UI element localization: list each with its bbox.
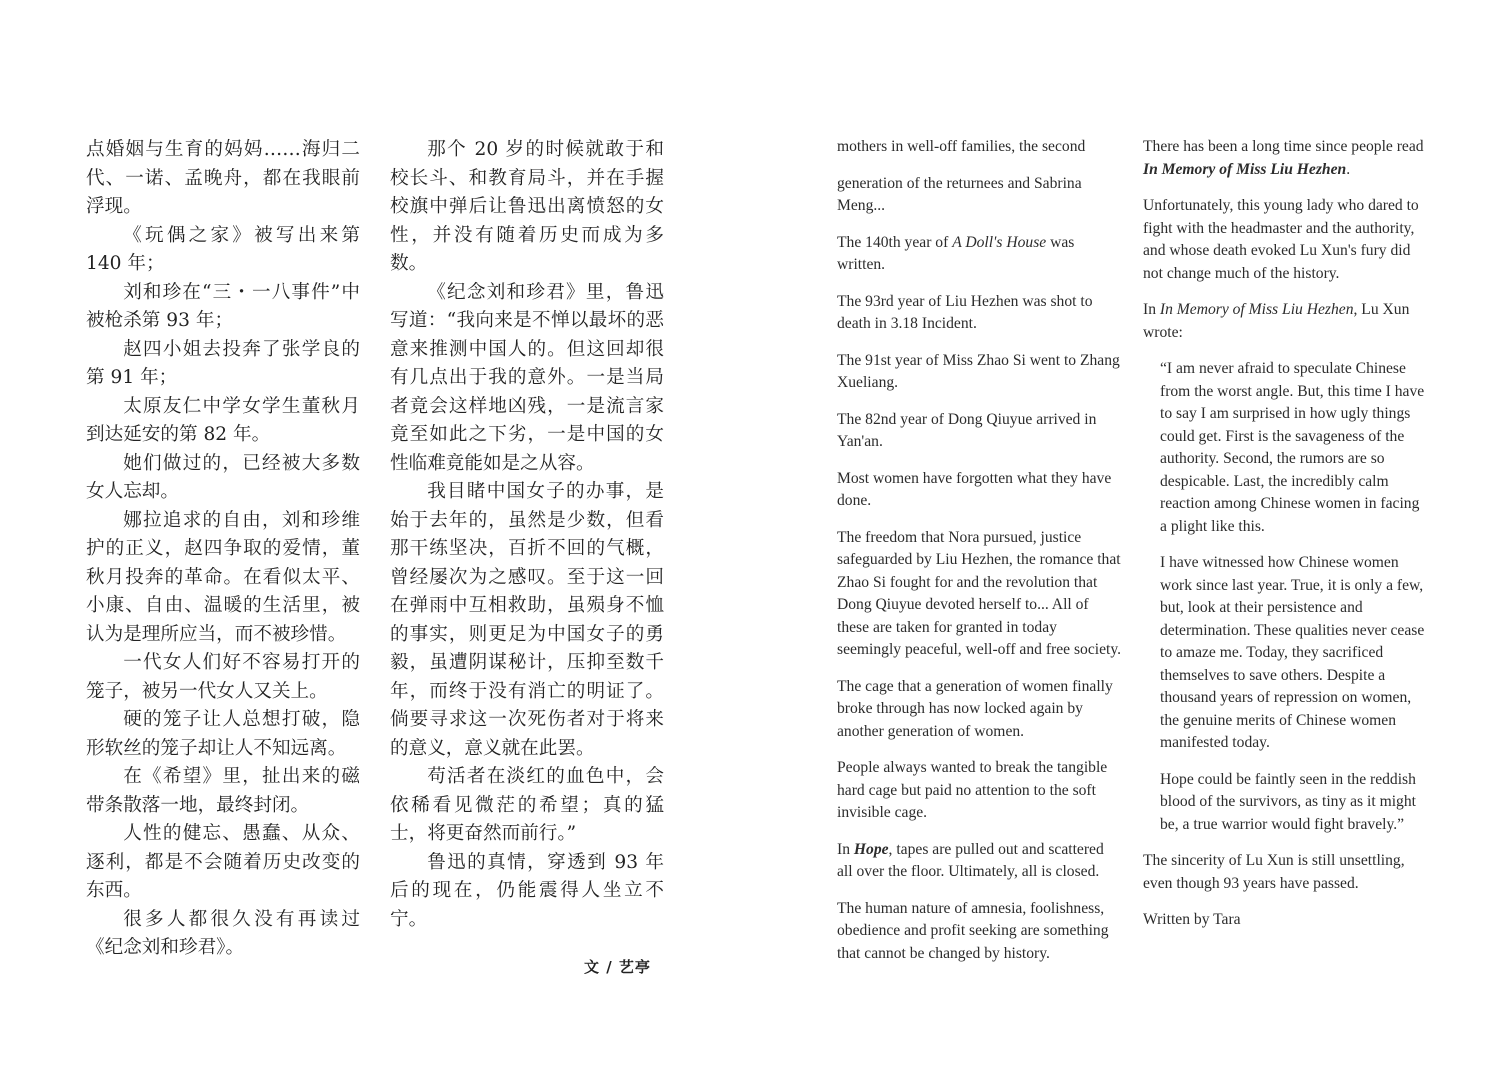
- paragraph: The 82nd year of Dong Qiuyue arrived in Yan'an.: [837, 410, 1097, 450]
- paragraph: Most women have forgotten what they have done.: [837, 469, 1112, 509]
- chinese-column-1: [86, 136, 360, 963]
- paragraph: Unfortunately, this young lady who dared to fight with the headmaster and the authority, and whose death evoked Lu Xun's fury did not change much of the history.: [1143, 197, 1419, 282]
- paragraph: 那个 20 岁的时候就敢于和校长斗、和教育局斗，并在手握校旗中弹后让鲁迅出离愤怒的女性，并没有随着历史而成为多数。: [390, 139, 664, 274]
- paragraph: The 91st year of Miss Zhao Si went to Zhang Xueliang.: [837, 351, 1120, 391]
- paragraph: [837, 839, 1122, 884]
- paragraph: generation of the returnees and Sabrina Meng...: [837, 174, 1082, 214]
- paragraph: 太原友仁中学女学生董秋月到达延安的第 82 年。: [86, 395, 360, 445]
- paragraph: 很多人都很久没有再读过《纪念刘和珍君》。: [86, 908, 360, 958]
- paragraph: 鲁迅的真情，穿透到 93 年后的现在，仍能震得人坐立不宁。: [390, 851, 664, 930]
- english-column-2: [1143, 136, 1428, 946]
- author-signature-en: Written by Tara: [1143, 911, 1241, 928]
- paragraph: 《纪念刘和珍君》里，鲁迅写道：“我向来是不惮以最坏的恶意来推测中国人的。但这回却很有几点出于我的意外。一是当局者竟会这样地凶残，一是流言家竟至如此之下劣，一是中国的女性临难竟能如是之从容。: [390, 281, 664, 474]
- text: , Lu Xun wrote:: [1143, 301, 1410, 341]
- paragraph: 她们做过的，已经被大多数女人忘却。: [86, 452, 360, 502]
- paragraph: The 93rd year of Liu Hezhen was shot to death in 3.18 Incident.: [837, 292, 1093, 332]
- author-signature: 文 / 艺亭: [584, 958, 651, 976]
- chinese-column-2: [390, 136, 664, 934]
- book-title: In Memory of Miss Liu Hezhen: [1143, 160, 1347, 178]
- english-column-1: [837, 136, 1122, 979]
- paragraph: People always wanted to break the tangible hard cage but paid no attention to the soft invisible cage.: [837, 759, 1108, 821]
- text: The 140th year of: [837, 233, 953, 251]
- paragraph: 赵四小姐去投奔了张学良的第 91 年；: [86, 338, 360, 388]
- book-title: In Memory of Miss Liu Hezhen: [1159, 301, 1354, 318]
- paragraph: 硬的笼子让人总想打破，隐形软丝的笼子却让人不知远离。: [86, 709, 360, 759]
- paragraph: 娜拉追求的自由，刘和珍维护的正义，赵四争取的爱情，董秋月投奔的革命。在看似太平、小康、自由、温暖的生活里，被认为是理所应当，而不被珍惜。: [86, 509, 360, 645]
- paragraph: mothers in well-off families, the second: [837, 138, 1086, 155]
- paragraph: The sincerity of Lu Xun is still unsettling, even though 93 years have passed.: [1143, 852, 1405, 892]
- paragraph: The cage that a generation of women finally broke through has now locked again by another generation of women.: [837, 677, 1113, 740]
- paragraph: 我目睹中国女子的办事，是始于去年的，虽然是少数，但看那干练坚决，百折不回的气概，曾经屡次为之感叹。至于这一回在弹雨中互相救助，虽殒身不恤的事实，则更足为中国女子的勇毅，虽遭阴谋秘计，压抑至数千年，而终于没有消亡的明证了。倘要寻求这一次死伤者对于将来的意义，意义就在此罢。: [390, 481, 664, 759]
- text: In: [837, 840, 854, 858]
- paragraph: 在《希望》里，扯出来的磁带条散落一地，最终封闭。: [86, 766, 360, 816]
- paragraph: [1143, 299, 1428, 344]
- paragraph: 刘和珍在“三・一八事件”中被枪杀第 93 年；: [86, 281, 360, 331]
- paragraph: 一代女人们好不容易打开的笼子，被另一代女人又关上。: [86, 652, 360, 702]
- paragraph: [1143, 136, 1428, 181]
- text: In: [1143, 301, 1160, 318]
- paragraph: 《玩偶之家》被写出来第 140 年；: [86, 224, 360, 274]
- book-title: A Doll's House: [952, 233, 1047, 251]
- work-title: Hope: [853, 840, 889, 858]
- paragraph: 人性的健忘、愚蠢、从众、逐利，都是不会随着历史改变的东西。: [86, 823, 360, 901]
- quote-paragraph: Hope could be faintly seen in the reddish blood of the survivors, as tiny as it might be, a true warrior would fight bravely.”: [1160, 770, 1416, 833]
- text: There has been a long time since people read: [1143, 138, 1424, 155]
- text: was written.: [837, 233, 1075, 273]
- paragraph: The freedom that Nora pursued, justice safeguarded by Liu Hezhen, the romance that Zhao Si fought for and the revolution that Dong Qiuyue devoted herself to... All of these are taken for granted in today seemingly peaceful, well-off and free society.: [837, 528, 1122, 658]
- quote-paragraph: “I am never afraid to speculate Chinese from the worst angle. But, this time I have to say I am surprised in how ugly things could get. First is the savageness of the authority. Second, the rumors are so despicable. Last, the incredibly calm reaction among Chinese women in facing a plight like this.: [1160, 360, 1425, 535]
- paragraph: [837, 232, 1122, 277]
- text: .: [1346, 160, 1351, 178]
- quote-paragraph: I have witnessed how Chinese women work since last year. True, it is only a few, but, look at their persistence and determination. These qualities never cease to amaze me. Today, they sacrificed themselves to save others. Despite a thousand years of repression on women, the genuine merits of Chinese women manifested today.: [1160, 554, 1425, 751]
- paragraph: 苟活者在淡红的血色中，会依稀看见微茫的希望；真的猛士，将更奋然而前行。”: [390, 766, 664, 844]
- paragraph: 点婚姻与生育的妈妈……海归二代、一诺、孟晚舟，都在我眼前浮现。: [86, 139, 360, 217]
- paragraph: The human nature of amnesia, foolishness, obedience and profit seeking are something that cannot be changed by history.: [837, 899, 1109, 962]
- text: , tapes are pulled out and scattered all over the floor. Ultimately, all is closed.: [837, 840, 1104, 880]
